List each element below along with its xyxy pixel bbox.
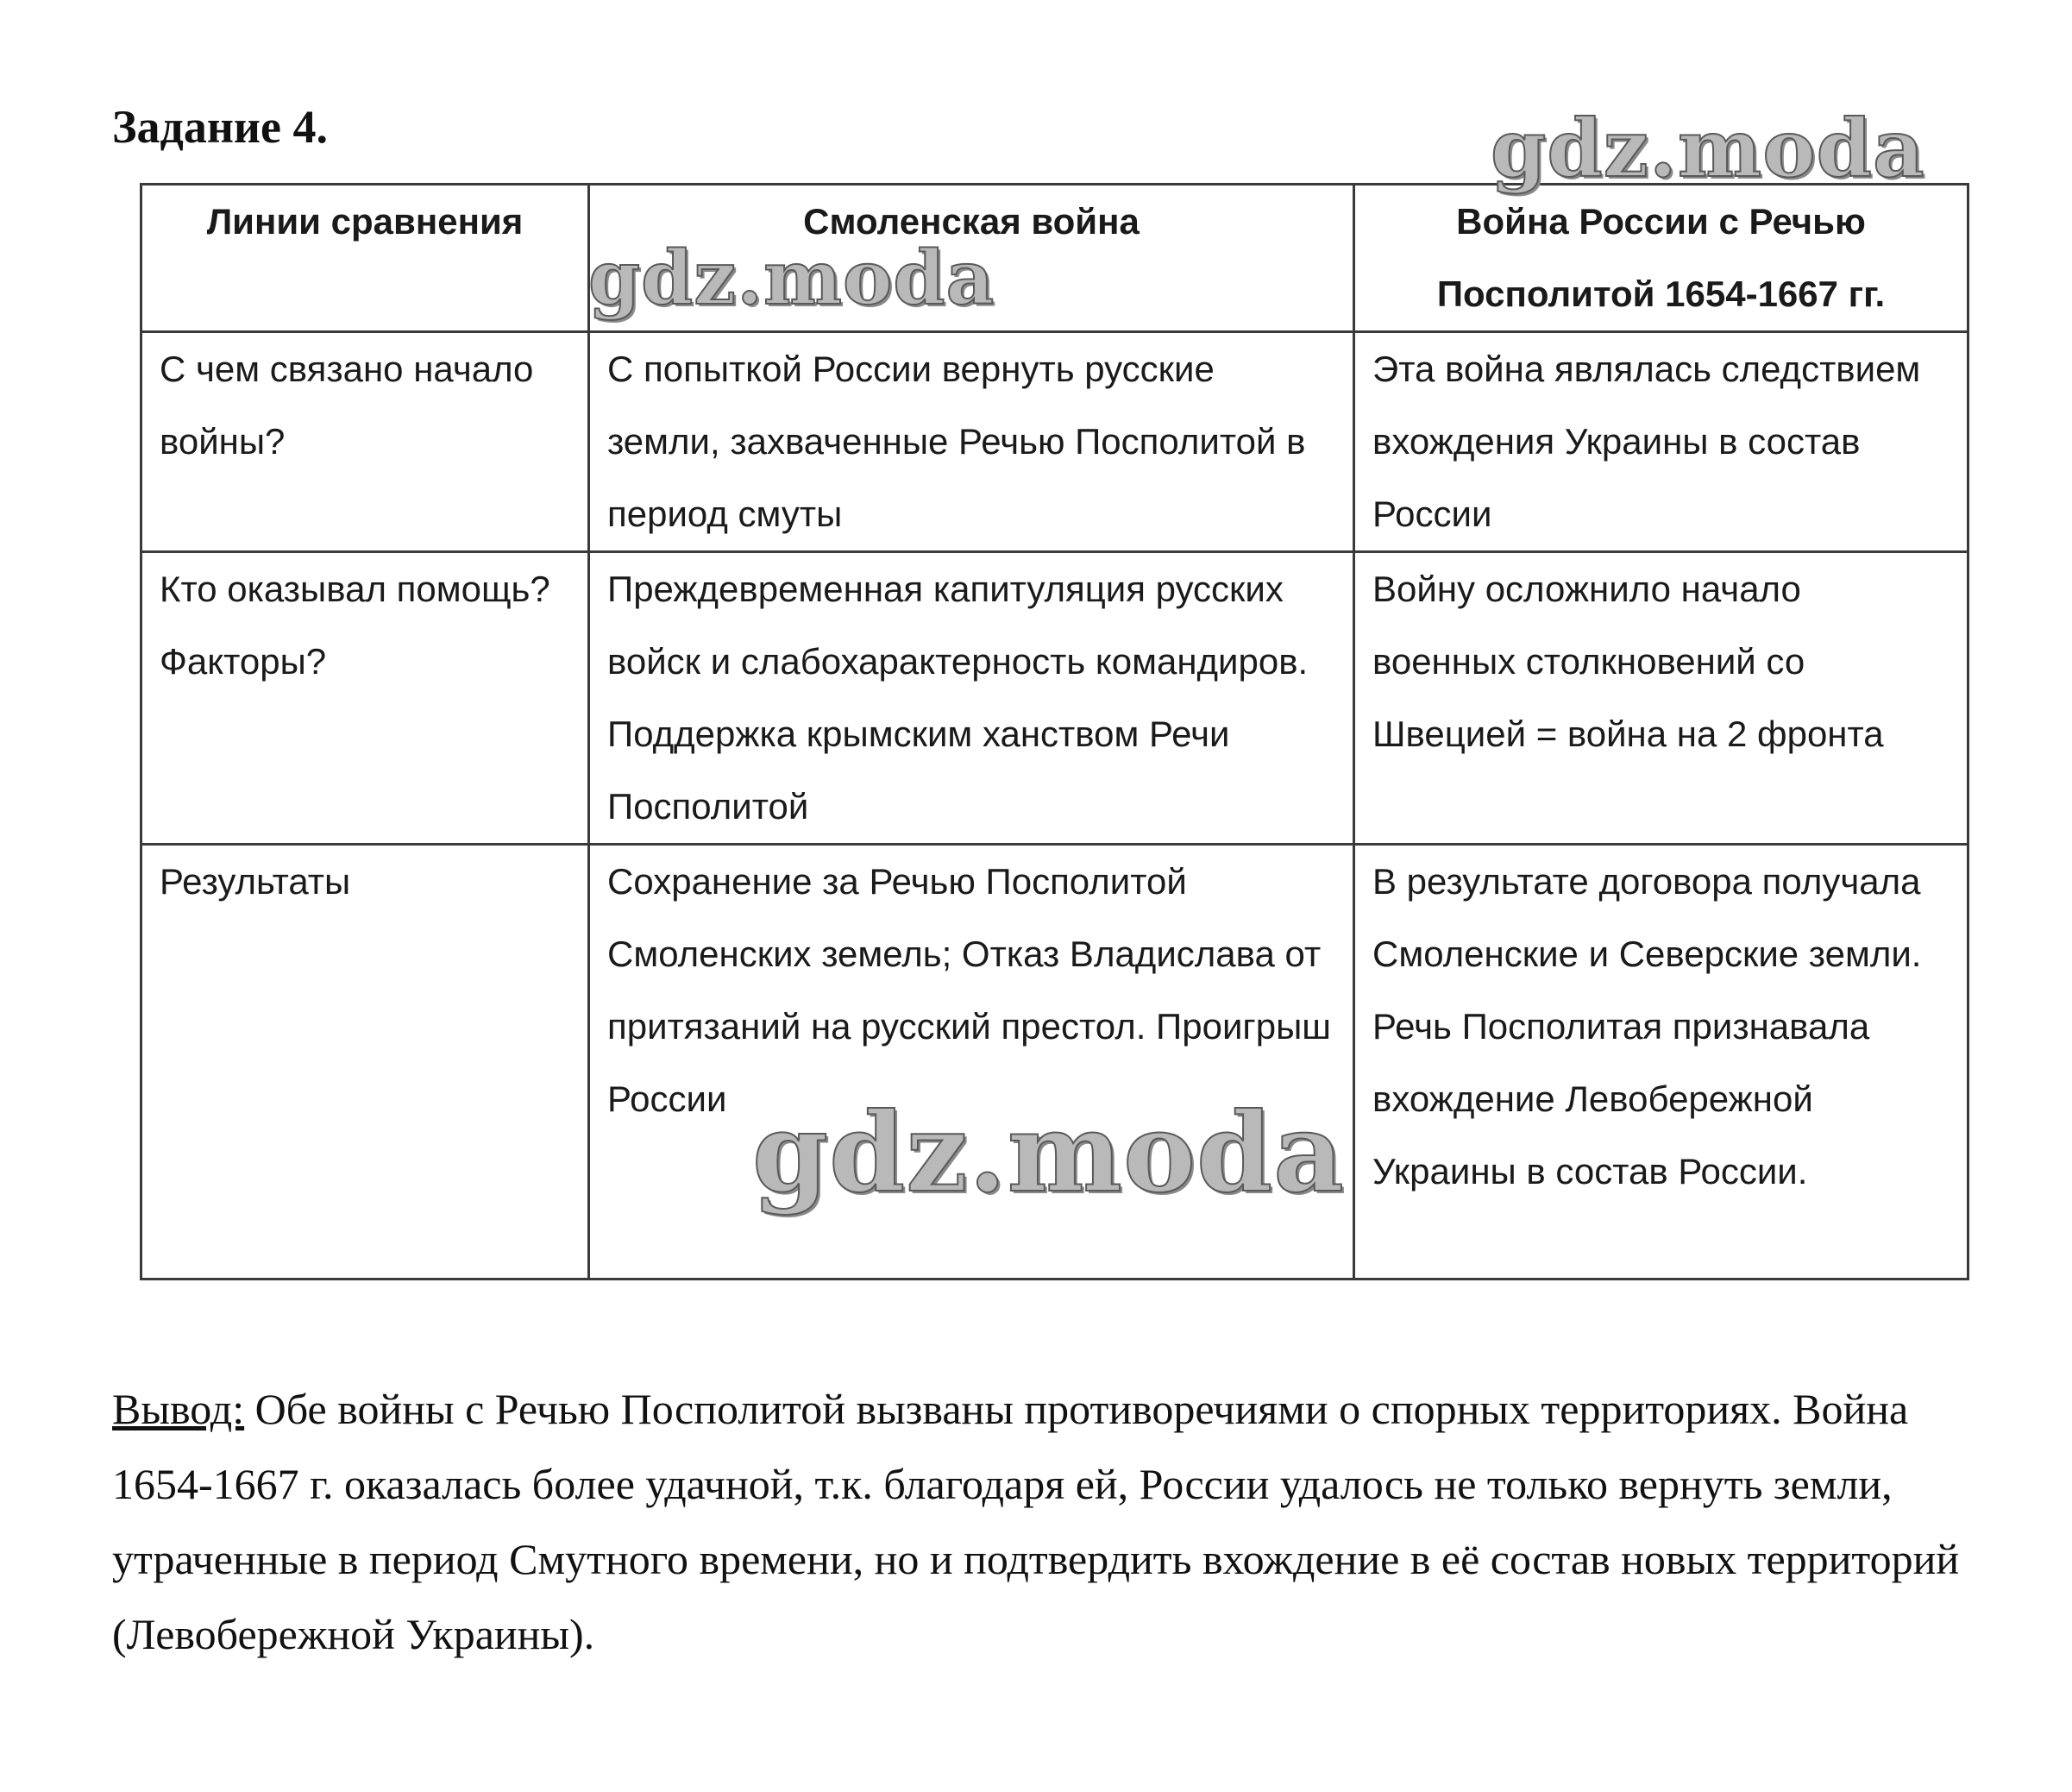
cell-smolensk-war: С попыткой России вернуть русские земли, захваченные Речью Посполитой в период смуты [589,332,1354,552]
table-row [141,552,1968,845]
cell-smolensk-war: Преждевременная капитуляция русских войск и слабохарактерность командиров. Поддержка крымским ханством Речи Посполитой [589,552,1354,845]
cell-war-1654-1667: Войну осложнило начало военных столкновений со Швецией = война на 2 фронта [1354,552,1968,845]
comparison-table [140,183,1969,1280]
conclusion-paragraph [112,1372,1975,1672]
watermark-logo: gdz.moda [588,235,995,322]
cell-smolensk-war: Сохранение за Речью Посполитой Смоленских земель; Отказ Владислава от притязаний на русский престол. Проигрыш России [589,845,1354,1280]
watermark-logo: gdz.moda [752,1089,1345,1217]
watermark-logo: gdz.moda [1491,102,1925,195]
conclusion-text: Обе войны с Речью Посполитой вызваны противоречиями о спорных территориях. Война 1654-1667 г. оказалась более удачной, т.к. благодаря ей, России удалось не только вернуть земли, утраченные в период Смутного времени, но и подтвердить вхождение в её состав новых территорий (Левобережной Украины). [112,1385,1960,1658]
table-row [141,845,1968,1280]
table-row [141,332,1968,552]
table-header-row [141,185,1968,332]
conclusion-label: Вывод: [112,1385,245,1433]
cell-criterion: Кто оказывал помощь? Факторы? [141,552,589,845]
page-title: Задание 4. [112,101,329,153]
cell-criterion: Результаты [141,845,589,1280]
header-war-1654-1667: Война России с Речью Посполитой 1654-1667 гг. [1354,185,1968,332]
cell-war-1654-1667: Эта война являлась следствием вхождения Украины в состав России [1354,332,1968,552]
cell-criterion: С чем связано начало войны? [141,332,589,552]
header-smolensk-war: Смоленская война [589,185,1354,332]
header-criteria: Линии сравнения [141,185,589,332]
cell-war-1654-1667: В результате договора получала Смоленские и Северские земли. Речь Посполитая признавала вхождение Левобережной Украины в состав России. [1354,845,1968,1280]
